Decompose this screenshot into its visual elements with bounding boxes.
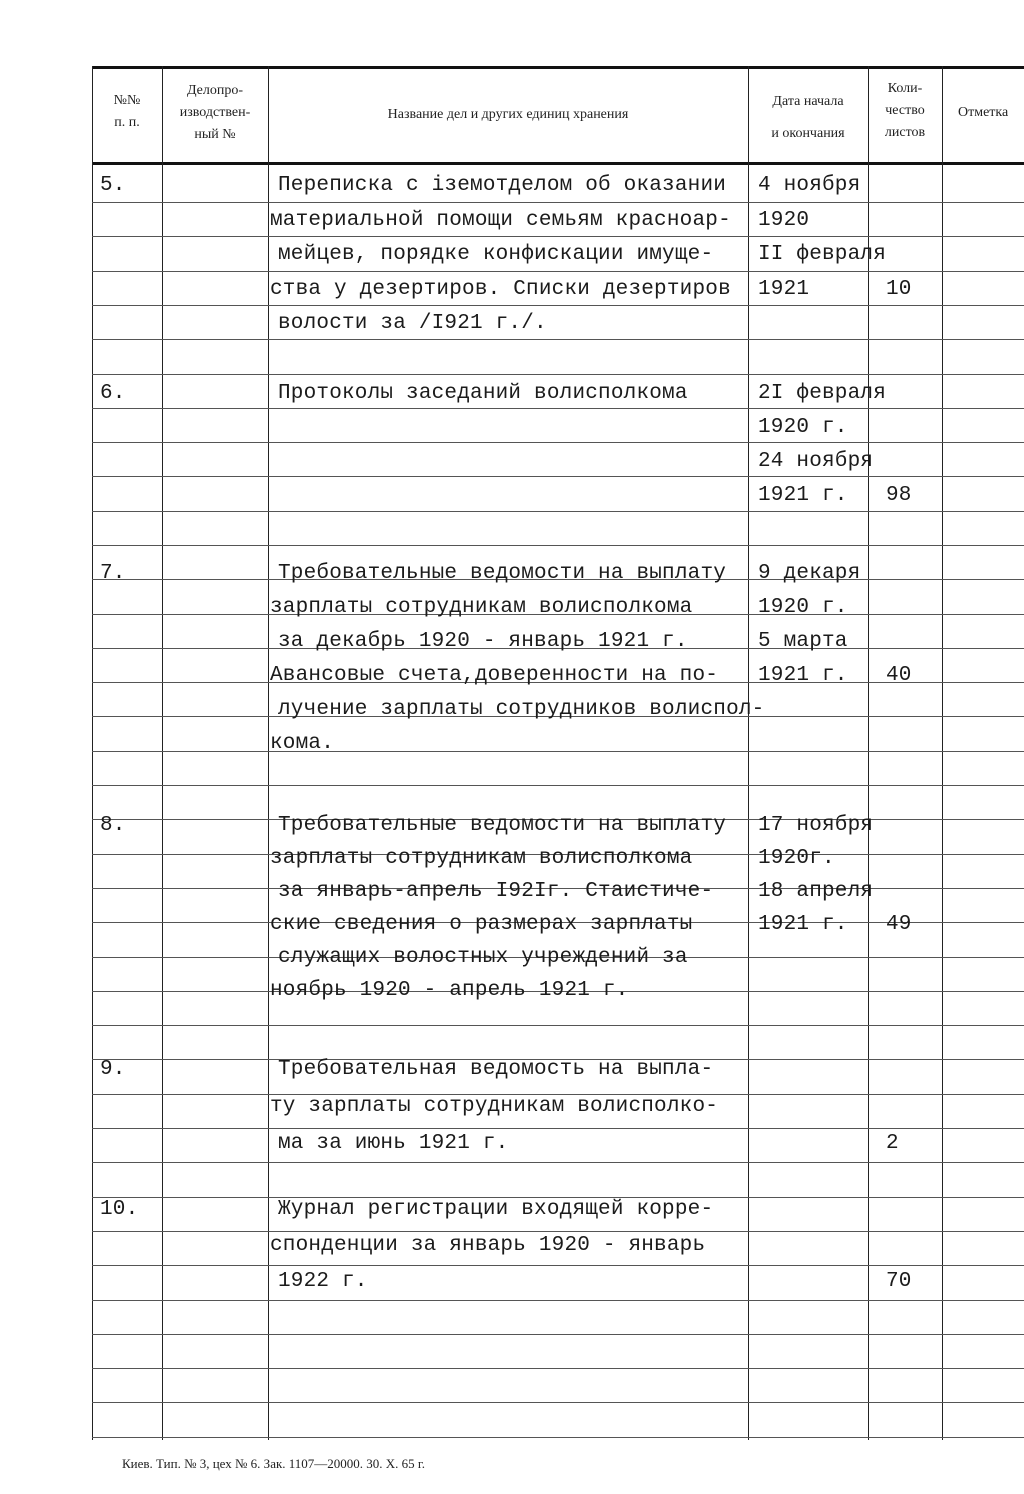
header-num xyxy=(92,90,162,134)
column-divider xyxy=(162,66,163,1440)
header-line: изводствен- xyxy=(179,105,251,120)
column-divider xyxy=(268,66,269,1440)
row-rule xyxy=(92,476,1024,477)
entry-title-line: Требовательные ведомости на выплату xyxy=(278,562,727,585)
entry-date-line: 18 апреля xyxy=(758,880,874,903)
row-rule xyxy=(92,1231,1024,1232)
entry-number: 9. xyxy=(100,1058,126,1081)
row-rule xyxy=(92,236,1024,237)
entry-title-line: волости за /I921 г./. xyxy=(278,312,547,335)
header-line: Коли- xyxy=(887,81,923,96)
entry-sheet-count: 10 xyxy=(886,278,912,301)
row-rule xyxy=(92,785,1024,786)
row-rule xyxy=(92,1300,1024,1301)
entry-sheet-count: 2 xyxy=(886,1132,899,1155)
row-rule xyxy=(92,1368,1024,1369)
row-rule xyxy=(92,545,1024,546)
entry-number: 7. xyxy=(100,562,126,585)
entry-date-line: 1920г. xyxy=(758,847,835,870)
entry-date-line: 1921 г. xyxy=(758,664,848,687)
column-divider xyxy=(868,66,869,1440)
entry-date-line: II февраля xyxy=(758,243,887,266)
entry-sheet-count: 70 xyxy=(886,1270,912,1293)
entry-title-line: за декабрь 1920 - январь 1921 г. xyxy=(278,630,688,653)
header-line: и окончания xyxy=(771,126,845,141)
entry-date-line: 5 марта xyxy=(758,630,848,653)
entry-title-line: 1922 г. xyxy=(278,1270,368,1293)
entry-title-line: кома. xyxy=(270,732,335,755)
header-line: ный № xyxy=(194,127,236,142)
entry-title-line: ские сведения о размерах зарплаты xyxy=(270,913,693,936)
header-line: Делопро- xyxy=(186,83,244,98)
row-rule xyxy=(92,1128,1024,1129)
entry-date-line: 1921 xyxy=(758,278,810,301)
top-rule xyxy=(92,66,1024,69)
entry-title-line: зарплаты сотрудникам волисполкома xyxy=(270,596,693,619)
entry-title-line: материальной помощи семьям красноар- xyxy=(270,209,731,232)
row-rule xyxy=(92,271,1024,272)
row-rule xyxy=(92,1162,1024,1163)
header-line: Дата начала xyxy=(772,94,844,109)
entry-title-line: спонденции за январь 1920 - январь xyxy=(270,1234,706,1257)
entry-date-line: 1921 г. xyxy=(758,913,848,936)
entry-date-line: 24 ноября xyxy=(758,450,874,473)
entry-date-line: 1920 xyxy=(758,209,810,232)
row-rule xyxy=(92,511,1024,512)
row-rule xyxy=(92,374,1024,375)
row-rule xyxy=(92,1437,1024,1438)
column-divider xyxy=(92,66,93,1440)
row-rule xyxy=(92,442,1024,443)
header-num-line: №№ xyxy=(113,93,141,108)
entry-date-line: 4 ноября xyxy=(758,174,861,197)
header-dates xyxy=(748,86,868,150)
entry-number: 6. xyxy=(100,382,126,405)
entry-title-line: Требовательная ведомость на выпла- xyxy=(278,1058,714,1081)
row-rule xyxy=(92,1025,1024,1026)
entry-title-line: ма за июнь 1921 г. xyxy=(278,1132,509,1155)
header-rule xyxy=(92,162,1024,165)
header-num-line: п. п. xyxy=(114,115,140,130)
header-line: чество xyxy=(885,103,925,118)
entry-title-line: служащих волостных учреждений за xyxy=(278,946,688,969)
entry-number: 8. xyxy=(100,814,126,837)
entry-number: 5. xyxy=(100,174,126,197)
row-rule xyxy=(92,339,1024,340)
header-count xyxy=(868,78,942,144)
entry-title-line: Авансовые счета,доверенности на по- xyxy=(270,664,719,687)
header-office-num xyxy=(162,80,268,146)
row-rule xyxy=(92,305,1024,306)
entry-sheet-count: 49 xyxy=(886,913,912,936)
entry-title-line: зарплаты сотрудникам волисполкома xyxy=(270,847,693,870)
column-divider xyxy=(748,66,749,1440)
header-notes: Отметка xyxy=(958,105,1009,120)
entry-title-line: Требовательные ведомости на выплату xyxy=(278,814,727,837)
header-line: листов xyxy=(884,125,926,140)
entry-title-line: мейцев, порядке конфискации имуще- xyxy=(278,243,714,266)
printer-imprint: Киев. Тип. № 3, цех № 6. Зак. 1107—20000. 30. X. 65 г. xyxy=(122,1456,426,1471)
row-rule xyxy=(92,751,1024,752)
entry-date-line: 2I февраля xyxy=(758,382,887,405)
entry-sheet-count: 98 xyxy=(886,484,912,507)
entry-date-line: 1921 г. xyxy=(758,484,848,507)
entry-date-line: 17 ноября xyxy=(758,814,874,837)
entry-title-line: лучение зарплаты сотрудников волиспол- xyxy=(278,698,765,721)
entry-title-line: Журнал регистрации входящей корре- xyxy=(278,1198,714,1221)
entry-title-line: ства у дезертиров. Списки дезертиров xyxy=(270,278,731,301)
entry-title-line: ту зарплаты сотрудникам волисполко- xyxy=(270,1095,719,1118)
entry-date-line: 1920 г. xyxy=(758,416,848,439)
entry-title-line: Протоколы заседаний волисполкома xyxy=(278,382,688,405)
row-rule xyxy=(92,202,1024,203)
entry-sheet-count: 40 xyxy=(886,664,912,687)
row-rule xyxy=(92,1265,1024,1266)
entry-date-line: 1920 г. xyxy=(758,596,848,619)
entry-title-line: за январь-апрель I92Iг. Стаистиче- xyxy=(278,880,714,903)
entry-number: 10. xyxy=(100,1198,139,1221)
entry-title-line: ноябрь 1920 - апрель 1921 г. xyxy=(270,979,629,1002)
row-rule xyxy=(92,1334,1024,1335)
header-title: Название дел и других единиц хранения xyxy=(387,107,629,122)
row-rule xyxy=(92,1402,1024,1403)
entry-date-line: 9 декаря xyxy=(758,562,861,585)
column-divider xyxy=(942,66,943,1440)
row-rule xyxy=(92,408,1024,409)
entry-title-line: Переписка с іземотделом об оказании xyxy=(278,174,727,197)
